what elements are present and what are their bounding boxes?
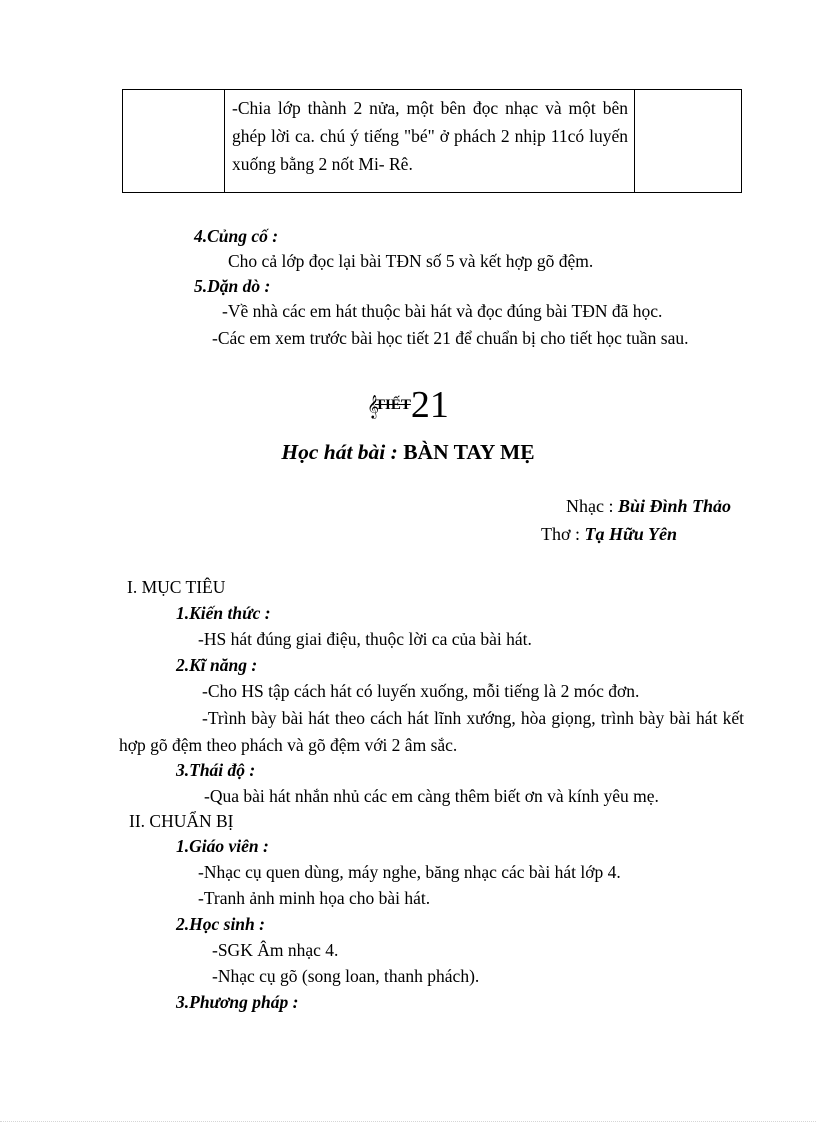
music-credit bbox=[566, 496, 731, 517]
giao-vien-item-2: -Tranh ảnh minh họa cho bài hát. bbox=[198, 888, 431, 908]
hoc-sinh-heading: 2.Học sinh : bbox=[176, 914, 265, 934]
table-cell-left bbox=[123, 90, 225, 192]
song-title bbox=[0, 440, 816, 465]
poem-credit bbox=[541, 524, 677, 545]
lesson-number: 21 bbox=[410, 384, 449, 426]
page-bottom-divider bbox=[0, 1121, 816, 1122]
phuong-phap-heading: 3.Phương pháp : bbox=[176, 992, 299, 1012]
heading-dan-do: 5.Dặn dò : bbox=[194, 276, 271, 296]
cung-co-text: Cho cả lớp đọc lại bài TĐN số 5 và kết hợp gõ đệm. bbox=[228, 251, 594, 271]
section-2-heading: II. CHUẨN BỊ bbox=[129, 811, 234, 831]
section-1-heading: I. MỤC TIÊU bbox=[127, 577, 226, 597]
thai-do-heading: 3.Thái độ : bbox=[176, 760, 256, 780]
kien-thuc-heading: 1.Kiến thức : bbox=[176, 603, 271, 623]
giao-vien-heading: 1.Giáo viên : bbox=[176, 836, 269, 856]
dan-do-line-2: -Các em xem trước bài học tiết 21 để chuẩn bị cho tiết học tuần sau. bbox=[212, 328, 689, 348]
music-author: Bùi Đình Thảo bbox=[617, 496, 732, 516]
activity-table bbox=[122, 89, 742, 193]
music-label: Nhạc : bbox=[566, 496, 618, 516]
song-prefix: Học hát bài : bbox=[281, 440, 398, 464]
poem-author: Tạ Hữu Yên bbox=[584, 524, 677, 544]
hoc-sinh-item-1: -SGK Âm nhạc 4. bbox=[212, 940, 339, 960]
heading-cung-co: 4.Củng cố : bbox=[194, 226, 279, 246]
hoc-sinh-item-2: -Nhạc cụ gõ (song loan, thanh phách). bbox=[212, 966, 480, 986]
lesson-tiet-label: TIẾT bbox=[374, 397, 411, 413]
lesson-title bbox=[0, 383, 816, 427]
ki-nang-item-1: -Cho HS tập cách hát có luyến xuống, mỗi tiếng là 2 móc đơn. bbox=[202, 681, 640, 701]
kien-thuc-item: -HS hát đúng giai điệu, thuộc lời ca của bài hát. bbox=[198, 629, 532, 649]
table-cell-activity: -Chia lớp thành 2 nửa, một bên đọc nhạc và một bên ghép lời ca. chú ý tiếng "bé" ở phách 2 nhịp 11có luyến xuống bằng 2 nốt Mi- Rê. bbox=[225, 90, 635, 192]
dan-do-line-1: -Về nhà các em hát thuộc bài hát và đọc đúng bài TĐN đã học. bbox=[222, 301, 663, 321]
table-cell-right bbox=[635, 90, 741, 192]
treble-clef-icon: 𝄞 bbox=[367, 396, 379, 418]
song-name: BÀN TAY MẸ bbox=[397, 440, 535, 464]
ki-nang-heading: 2.Kĩ năng : bbox=[176, 655, 258, 675]
thai-do-item: -Qua bài hát nhắn nhủ các em càng thêm biết ơn và kính yêu mẹ. bbox=[204, 786, 659, 806]
ki-nang-item-2: -Trình bày bài hát theo cách hát lĩnh xướng, hòa giọng, trình bày bài hát kết hợp gõ đệm theo phách và gõ đệm với 2 âm sắc. bbox=[119, 708, 744, 755]
poem-label: Thơ : bbox=[541, 524, 585, 544]
giao-vien-item-1: -Nhạc cụ quen dùng, máy nghe, băng nhạc các bài hát lớp 4. bbox=[198, 862, 621, 882]
